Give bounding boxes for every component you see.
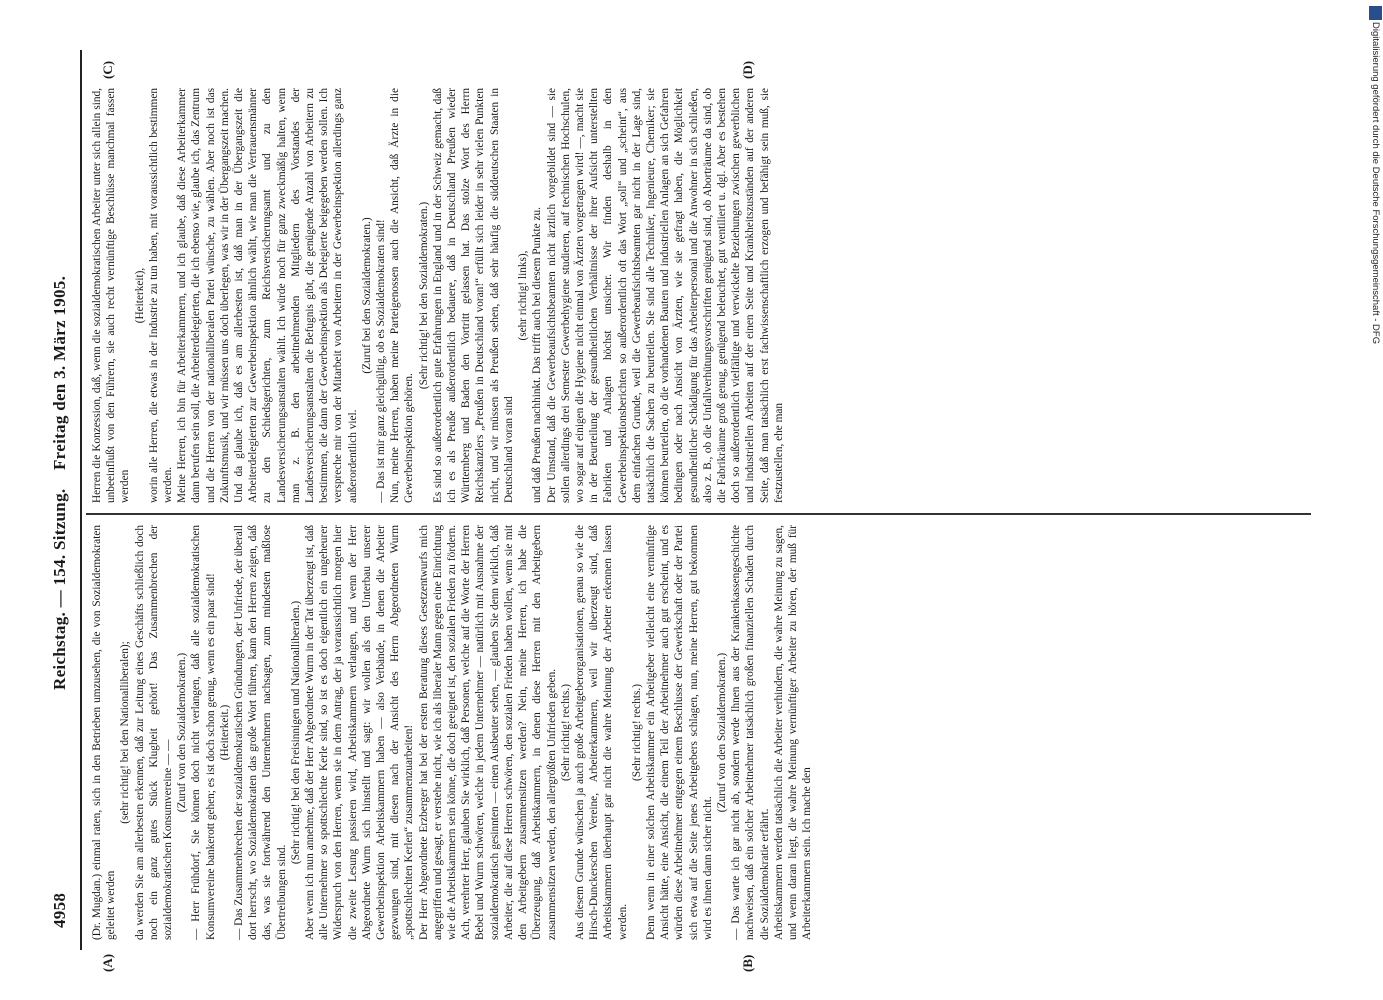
- right-column: [90, 88, 1315, 503]
- session-title: Reichstag. — 154. Sitzung.: [50, 488, 69, 690]
- column-divider: [86, 514, 1311, 516]
- header-rule: [80, 50, 82, 950]
- interjection: (Heiterkeit),: [133, 267, 146, 324]
- paragraph: Aber wenn ich nun annehme, daß der Herr Abgeordnete Wurm in der Tat überzeugt ist, daß alle Unternehmer so spottschlechte Kerle sind, so ist es doch eigentlich ein ungeheurer Widerspruch von den Herren, wenn sie in dem Antrag, der ja voraussichtlich morgen hier die zweite Lesung passieren wird, Arbeitskammern verlangen, und wenn der Herr Abgeordnete Wurm sich hinstellt und sagt: wir wollen als den Unterbau unserer Gewerbeinspektion Arbeitskammern haben — also Verbände, in denen die Arbeiter gezwungen sind, mit diesen nach der Ansicht des Herrn Abgeordneten Wurm „spottschlechten Kerlen“ zusammenzuarbeiten!: [304, 525, 416, 940]
- interjection: (Sehr richtig! rechts.): [559, 684, 572, 781]
- interjection: (Sehr richtig! bei den Sozialdemokraten.): [417, 201, 430, 390]
- digitization-note-text: Digitalisierung gefördert durch die Deutsche Forschungsgemeinschaft - DFG: [1370, 22, 1381, 345]
- paragraph: Aus diesem Grunde wünschen ja auch große Arbeitgeberorganisationen, genau so wie die Hirsch-Dunckerschen Vereine, Arbeiterkammern, weil wir überzeugt sind, daß Arbeitskammern überhaupt gar nicht die wahre Meinung der Arbeiter erkennen lassen werden.: [573, 525, 629, 940]
- interjection: (Zuruf von den Sozialdemokraten.): [715, 652, 728, 813]
- session-date: Freitag den 3. März 1905.: [50, 275, 69, 470]
- page-header: [50, 50, 80, 950]
- page-number: 4958: [50, 892, 69, 928]
- paragraph: (Dr. Mugdan.) einmal raten, sich in den Betrieben umzusehen, die von Sozialdemokraten geleitet werden: [91, 525, 118, 940]
- margin-marker-c: (C): [100, 60, 115, 79]
- margin-marker-b: (B): [740, 954, 755, 972]
- interjection: (Heiterkeit.): [218, 704, 231, 761]
- paragraph: — Das ist mir ganz gleichgültig, ob es Sozialdemokraten sind!: [375, 219, 388, 503]
- paragraph: Nun, meine Herren, haben meine Parteigenossen auch die Ansicht, daß Ärzte in die Gewerbeinspektion gehören.: [389, 88, 416, 503]
- interjection: (Zuruf von den Sozialdemokraten.): [176, 652, 189, 813]
- paragraph: Herren die Konzession, daß, wenn die sozialdemokratischen Arbeiter unter sich allein sind, unbeeinflußt von den Führern, sie auch recht vernünftige Beschlüsse manchmal fassen werden: [91, 88, 132, 503]
- paragraph: Arbeitskammern werden tatsächlich die Arbeiter verhindern, die wahre Meinung zu sagen, und wenn daran liegt, die wahre Meinung vernünftiger Arbeiter zu hören, der muß für Arbeiterkammern sein. Ich mache den: [772, 525, 814, 940]
- interjection: (Sehr richtig! bei den Freisinnigen und Nationalliberalen.): [289, 600, 302, 865]
- left-column: [90, 525, 1315, 940]
- paragraph: da werden Sie am allerbesten erkennen, daß zur Leitung eines Geschäfts schließlich doch noch ein ganz gutes Stück Klugheit gehört! Das Zusammenbrechen der sozialdemokratischen Konsumvereine — —: [133, 525, 175, 940]
- paragraph: Der Herr Abgeordnete Erzberger hat bei der ersten Beratung dieses Gesetzentwurfs mich angegriffen und gesagt, er verstehe nicht, wie ich als liberaler Mann gegen eine Einrichtung wie die Arbeitskammern sein könne, die doch geeignet ist, den sozialen Frieden zu fördern. Ach, verehrter Herr, glauben Sie wirklich, daß Personen, welche auf die Worte der Herren Bebel und Wurm schwören, welche in jedem Unternehmer — natürlich mit Ausnahme der sozialdemokratisch gesinnten — einen Ausbeuter sehen, — glauben Sie denn wirklich, daß Arbeiter, die auf diese Herren schwören, den sozialen Frieden haben wollen, wenn sie mit den Arbeitgebern zusammensitzen werden? Nein, meine Herren, ich habe die Überzeugung, daß Arbeitskammern, in denen diese Herren mit den Arbeitgebern zusammensitzen werden, den allergrößten Unfrieden geben.: [417, 525, 558, 940]
- paragraph: worin alle Herren, die etwas in der Industrie zu tun haben, mit voraussichtlich bestimmen werden.: [147, 88, 175, 503]
- paragraph: — Herr Frühdorf, Sie können doch nicht verlangen, daß alle sozialdemokratischen Konsumvereine bankerott gehen; es ist doch schon genug, wenn es ein paar sind!: [190, 525, 217, 940]
- interjection: (sehr richtig! links),: [517, 250, 530, 341]
- paragraph: Der Umstand, daß die Gewerbeaufsichtsbeamten nicht ärztlich vorgebildet sind — sie sollen allerdings drei Semester Gewerbehygiene studieren, auf technischen Hochschulen, wo sogar auf einigen die Hygiene nicht einmal von Ärzten vorgetragen wird! —, macht sie in der Beurteilung der gesundheitlichen Verhältnisse der ihrer Aufsicht unterstellten Fabriken und Anlagen höchst unsicher. Wir finden deshalb in den Gewerbeinspektionsberichten so außerordentlich oft das Wort „soll“ und „scheint“, aus dem einfachen Grunde, weil die Gewerbeaufsichtsbeamten gar nicht in der Lage sind, tatsächlich die Sachen zu beurteilen. Sie sind alle Techniker, Ingenieure, Chemiker; sie können beurteilen, ob die vorhandenen Bauten und industriellen Anlagen an sich Gefahren bedingen oder nach Ansicht von Ärzten, wie sie gefragt haben, die Möglichkeit gesundheitlicher Schädigung für das Arbeiterpersonal und die Anwohner in sich schließen, also z. B., ob die Unfallverhütungsvorschriften genügend sind, ob Aborträume da sind, ob die Fabrikräume groß genug, genügend beleuchtet, gut ventiliert u. dgl. Aber es bestehen doch so außerordentlich vielfältige und verwickelte Beziehungen zwischen gewerblichen und industriellen Arbeiten auf der einen Seite und Krankheitszuständen auf der anderen Seite, daß man tatsächlich erst fachwissenschaftlich erzogen und befähigt sein muß, sie festzustellen, ehe man: [545, 88, 785, 503]
- margin-marker-d: (D): [740, 60, 755, 79]
- digitization-note: [1370, 22, 1383, 782]
- paragraph: Denn wenn in einer solchen Arbeitskammer ein Arbeitgeber vielleicht eine vernünftige Ansicht hätte, eine Ansicht, die einem Teil der Arbeitnehmer auch gut erscheint, und es würden diese Arbeitnehmer entgegen einem Beschlusse der Gewerkschaft oder der Partei sich etwa auf die Seite jenes Arbeitgebers schlagen, nun, meine Herren, gut bekommen wird es ihnen dann sicher nicht.: [644, 525, 714, 940]
- dfg-logo-icon: [1369, 6, 1382, 20]
- paragraph: — Das warte ich gar nicht ab, sondern werde Ihnen aus der Krankenkassengeschichte nachweisen, daß ein solcher Arbeitnehmer tatsächlich großen finanziellen Schaden durch die Sozialdemokratie erfährt.: [730, 525, 771, 940]
- interjection: (sehr richtig! bei den Nationalliberalen);: [119, 641, 132, 824]
- paragraph: und daß Preußen nachhinkt. Das trifft auch bei diesem Punkte zu.: [531, 207, 544, 503]
- paragraph: — Das Zusammenbrechen der sozialdemokratischen Gründungen, der Unfriede, der überall dort herrscht, wo Sozialdemokraten das große Wort führen, kann den Herren zeigen, daß das, was sie fortwährend den Unternehmern nachsagen, zum mindesten maßlose Übertreibungen sind.: [233, 525, 288, 940]
- scanned-page: [50, 50, 1320, 972]
- paragraph: Es sind so außerordentlich gute Erfahrungen in England und in der Schweiz gemacht, daß ich es als Preuße außerordentlich bedauere, daß in Deutschland Preußen wieder Württemberg und Baden den Vortritt gelassen hat. Das stolze Wort des Herrn Reichskanzlers „Preußen in Deutschland voran!“ erfüllt sich leider in sehr vielen Punkten nicht, und wir müssen als Preußen sehen, daß sehr häufig die süddeutschen Staaten in Deutschland voran sind: [431, 88, 515, 503]
- margin-marker-a: (A): [100, 953, 115, 972]
- interjection: (Sehr richtig! rechts.): [630, 684, 643, 781]
- paragraph: Meine Herren, ich bin für Arbeiterkammern, und ich glaube, daß diese Arbeiterkammer dann berufen sein soll, die Arbeiterdelegierten, die ich ebenso wie, glaube ich, das Zentrum und die Herren von der nationalliberalen Partei wünsche, zu wählen. Aber noch ist das Zukunftsmusik, und wir müssen uns doch überlegen, was wir in der Übergangszeit machen. Und da glaube ich, daß es am allerbesten ist, daß man in der Übergangszeit die Arbeiterdelegierten zur Gewerbeinspektion ähnlich wählt, wie man die Vertrauensmänner zu den Schiedsgerichten, zum Reichsversicherungsamt und zu den Landesversicherungsanstalten wählt. Ich würde noch für ganz zweckmäßig halten, wenn man z. B. den arbeitnehmenden Mitgliedern des Vorstandes der Landesversicherungsanstalten die Befugnis gibt, die genügende Anzahl von Arbeitern zu bestimmen, die dann der Gewerbeinspektion als Delegierte beigegeben werden sollen. Ich verspreche mir von der Mitarbeit von Arbeitern in der Gewerbeinspektion allerdings ganz außerordentlich viel.: [176, 88, 359, 503]
- interjection: (Zuruf bei den Sozialdemokraten.): [360, 217, 373, 374]
